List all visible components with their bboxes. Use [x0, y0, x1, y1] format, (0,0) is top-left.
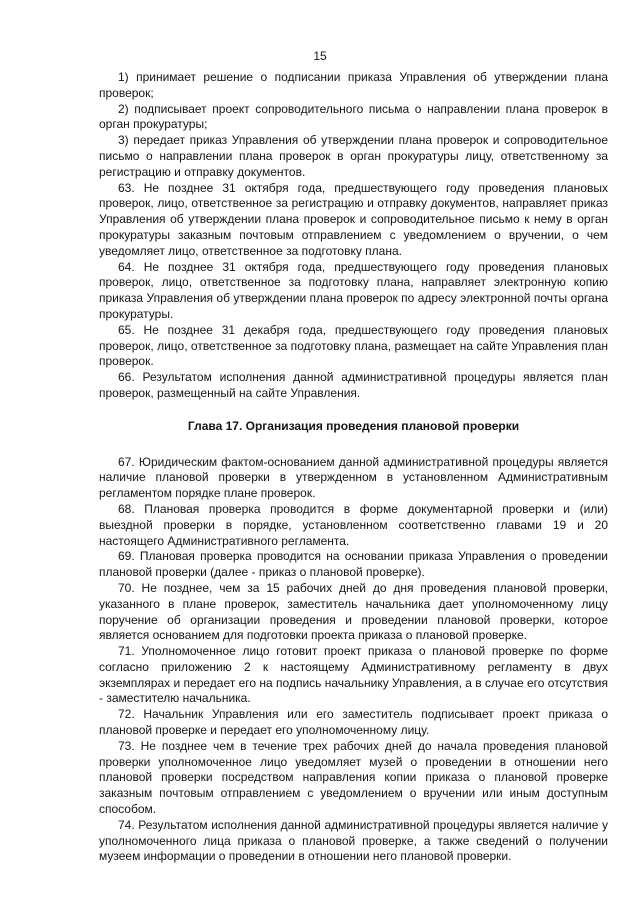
- paragraph-72: 72. Начальник Управления или его заместитель подписывает проект приказа о плановой проверке и передает его уполномоченному лицу.: [99, 707, 608, 738]
- paragraph-71: 71. Уполномоченное лицо готовит проект приказа о плановой проверке по форме согласно приложению 2 к настоящему Административному регламенту в двух экземплярах и передает его на подпись начальнику Управления, а в случае его отсутствия - заместителю начальника.: [99, 644, 608, 706]
- paragraph-64: 64. Не позднее 31 октября года, предшествующего году проведения плановых проверок, лицо, ответственное за подготовку плана, направляет электронную копию приказа Управления об утверждении плана проверок по адресу электронной почты органа прокуратуры.: [99, 259, 608, 321]
- paragraph-68: 68. Плановая проверка проводится в форме документарной проверки и (или) выездной проверки в порядке, установленном соответственно главами 19 и 20 настоящего Административного регламента.: [99, 501, 608, 548]
- document-body: [99, 70, 608, 865]
- paragraph-70: 70. Не позднее, чем за 15 рабочих дней до дня проведения плановой проверки, указанного в плане проверок, заместитель начальника дает уполномоченному лицу поручение об организации проведения и проведении плановой проверки, которое является основанием для подготовки проекта приказа о плановой проверке.: [99, 580, 608, 643]
- paragraph-65: 65. Не позднее 31 декабря года, предшествующего году проведения плановых проверок, лицо, ответственное за подготовку плана, размещает на сайте Управления план проверок.: [99, 322, 608, 369]
- paragraph-69: 69. Плановая проверка проводится на основании приказа Управления о проведении плановой проверки (далее - приказ о плановой проверке).: [99, 549, 608, 580]
- paragraph-item-3: 3) передает приказ Управления об утверждении плана проверок и сопроводительное письмо о направлении плана проверок в орган прокуратуры лицу, ответственному за регистрацию и отправку документов.: [99, 133, 608, 179]
- paragraph-67: 67. Юридическим фактом-основанием данной административной процедуры является наличие плановой проверки в утвержденном в установленном Административным регламентом порядке плане проверок.: [99, 454, 608, 501]
- paragraph-item-2: 2) подписывает проект сопроводительного письма о направлении плана проверок в орган прокуратуры;: [99, 101, 608, 132]
- chapter-heading: Глава 17. Организация проведения плановой проверки: [187, 418, 520, 433]
- paragraph-66: 66. Результатом исполнения данной административной процедуры является план проверок, размещенный на сайте Управления.: [99, 370, 608, 400]
- paragraph-63: 63. Не позднее 31 октября года, предшествующего году проведения плановых проверок, лицо, ответственное за регистрацию и отправку документов, направляет приказ Управления об утверждении плана проверок и сопроводительное письмо к нему в орган прокуратуры заказным почтовым отправлением с уведомлением о вручении, о чем уведомляет лицо, ответственное за подготовку плана.: [99, 180, 608, 258]
- paragraph-73: 73. Не позднее чем в течение трех рабочих дней до начала проведения плановой проверки уполномоченное лицо уведомляет музей о проведении в отношении него плановой проверки посредством направления копии приказа о плановой проверке заказным почтовым отправлением с уведомлением о вручении или иным доступным способом.: [99, 738, 608, 817]
- paragraph-74: 74. Результатом исполнения данной административной процедуры является наличие у уполномоченного лица приказа о плановой проверке, а также сведений о получении музеем информации о проведении в отношении него плановой проверки.: [99, 817, 608, 864]
- paragraph-item-1: 1) принимает решение о подписании приказа Управления об утверждении плана проверок;: [99, 70, 608, 100]
- page-number: 15: [313, 49, 327, 63]
